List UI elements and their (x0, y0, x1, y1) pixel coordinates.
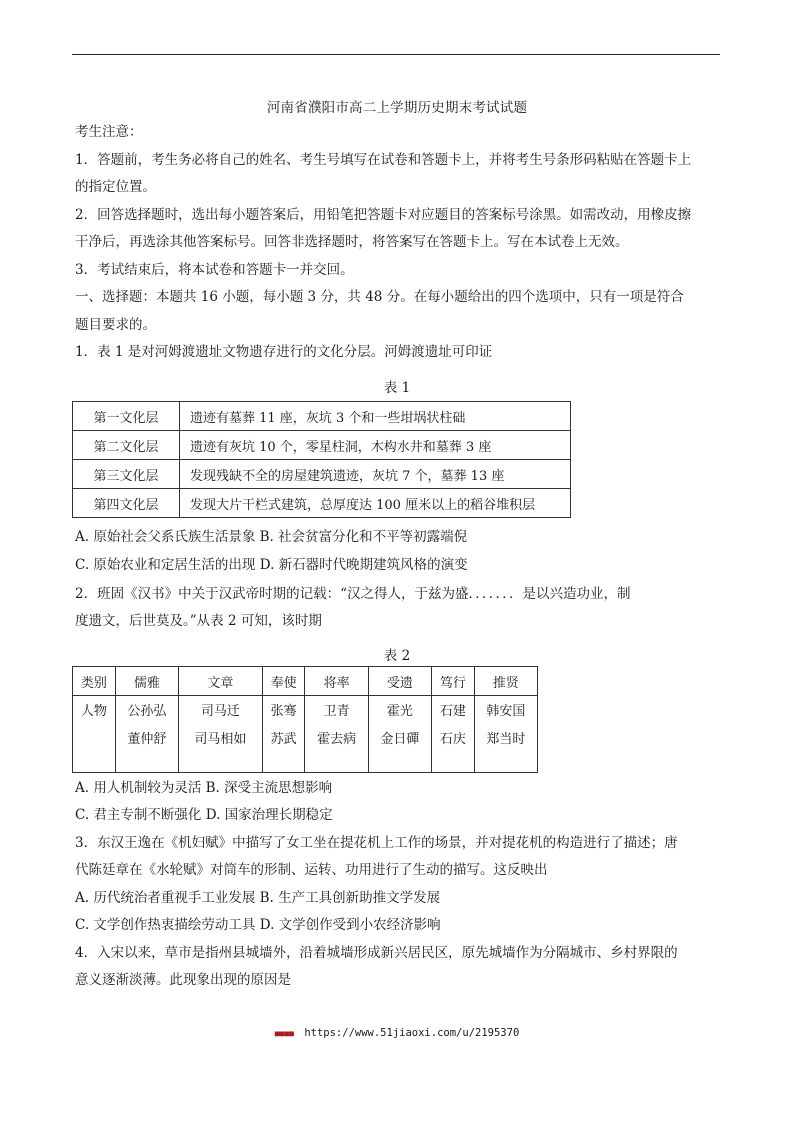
table-cell (474, 696, 537, 773)
table-row (73, 489, 571, 518)
question-2-option: A. 用人机制较为灵活 B. 深受主流思想影响 (75, 780, 333, 796)
table-header-cell: 推贤 (474, 667, 537, 696)
table-header-cell: 文章 (178, 667, 262, 696)
section-intro: 一、选择题：本题共 16 小题，每小题 3 分，共 48 分。在每小题给出的四个选项中，只有一项是符合 (75, 289, 684, 305)
footer-url[interactable]: https://www.51jiaoxi.com/u/2195370 (304, 1027, 520, 1039)
table-1 (72, 401, 571, 518)
person-name: 金日磾 (380, 732, 420, 747)
question-1-stem: 1．表 1 是对河姆渡遗址文物遗存进行的文化分层。河姆渡遗址可印证 (75, 344, 493, 360)
table-cell: 第四文化层 (73, 489, 180, 518)
notice-line: 干净后，再选涂其他答案标号。回答非选择题时，将答案写在答题卡上。写在本试卷上无效。 (75, 234, 629, 250)
table-2 (72, 666, 538, 773)
question-3-stem: 代陈廷章在《水轮赋》对筒车的形制、运转、功用进行了生动的描写。这反映出 (75, 862, 548, 878)
page-title: 河南省濮阳市高二上学期历史期末考试试题 (266, 100, 528, 116)
table-cell: 遗迹有灰坑 10 个，零星柱洞，木构水井和墓葬 3 座 (180, 431, 571, 460)
notice-line: 1．答题前，考生务必将自己的姓名、考生号填写在试卷和答题卡上，并将考生号条形码粘贴在答题卡上 (75, 152, 692, 168)
question-1-option: A. 原始社会父系氏族生活景象 B. 社会贫富分化和不平等初露端倪 (75, 529, 468, 545)
table-cell (262, 696, 305, 773)
top-rule (72, 54, 720, 55)
question-4-stem: 4．入宋以来，草市是指州县城墙外，沿着城墙形成新兴居民区，原先城墙作为分隔城市、乡村界限的 (75, 945, 678, 961)
table-cell (368, 696, 431, 773)
notice-line: 的指定位置。 (75, 179, 156, 195)
person-name: 卫青 (323, 704, 350, 719)
table-1-caption: 表 1 (383, 380, 411, 396)
table-cell: 第一文化层 (73, 402, 180, 431)
question-1-option: C. 原始农业和定居生活的出现 D. 新石器时代晚期建筑风格的演变 (75, 557, 468, 573)
table-2-caption: 表 2 (383, 648, 411, 664)
table-cell: 第二文化层 (73, 431, 180, 460)
table-row (73, 431, 571, 460)
table-header-cell: 类别 (73, 667, 116, 696)
notice-heading: 考生注意： (75, 124, 143, 140)
question-4-stem: 意义逐渐淡薄。此现象出现的原因是 (75, 972, 291, 988)
site-logo-icon: ■■■■ (274, 1029, 294, 1038)
table-cell (431, 696, 474, 773)
table-cell (115, 696, 178, 773)
question-3-option: C. 文学创作热衷描绘劳动工具 D. 文学创作受到小农经济影响 (75, 917, 441, 933)
table-header-cell: 奉使 (262, 667, 305, 696)
question-3-stem: 3．东汉王逸在《机妇赋》中描写了女工坐在提花机上工作的场景，并对提花机的构造进行了描述；唐 (75, 835, 678, 851)
question-2-stem: 度遗文，后世莫及。”从表 2 可知，该时期 (75, 613, 322, 629)
person-name: 司马迁 (200, 704, 240, 719)
table-header-cell: 儒雅 (115, 667, 178, 696)
table-header-cell: 将率 (305, 667, 368, 696)
table-cell (305, 696, 368, 773)
person-name: 郑当时 (486, 732, 526, 747)
notice-line: 3．考试结束后，将本试卷和答题卡一并交回。 (75, 262, 354, 278)
person-name: 韩安国 (486, 704, 526, 719)
person-name: 苏武 (270, 732, 297, 747)
person-name: 公孙弘 (127, 704, 167, 719)
person-name: 霍去病 (317, 732, 357, 747)
page-footer (0, 1027, 794, 1039)
table-header-cell: 笃行 (431, 667, 474, 696)
notice-line: 2．回答选择题时，选出每小题答案后，用铅笔把答题卡对应题目的答案标号涂黑。如需改动，用橡皮擦 (75, 207, 692, 223)
person-name: 石建 (439, 704, 466, 719)
table-cell (178, 696, 262, 773)
person-name: 司马相如 (194, 732, 247, 747)
person-name: 张骞 (270, 704, 297, 719)
table-row (73, 460, 571, 489)
table-row (73, 402, 571, 431)
person-name: 石庆 (439, 732, 466, 747)
table-header-row (73, 667, 538, 696)
person-name: 霍光 (386, 704, 413, 719)
question-3-option: A. 历代统治者重视手工业发展 B. 生产工具创新助推文学发展 (75, 890, 441, 906)
person-name: 董仲舒 (127, 732, 167, 747)
table-row-label: 人物 (73, 696, 116, 773)
question-2-option: C. 君主专制不断强化 D. 国家治理长期稳定 (75, 807, 333, 823)
table-row (73, 696, 538, 773)
table-cell: 第三文化层 (73, 460, 180, 489)
question-2-stem: 2．班固《汉书》中关于汉武帝时期的记载：“汉之得人，于兹为盛．．．．．．．是以兴造功业，制 (75, 586, 631, 602)
table-cell: 遗迹有墓葬 11 座，灰坑 3 个和一些坩埚状柱础 (180, 402, 571, 431)
table-header-cell: 受遗 (368, 667, 431, 696)
table-cell: 发现大片干栏式建筑，总厚度达 100 厘米以上的稻谷堆积层 (180, 489, 571, 518)
table-cell: 发现残缺不全的房屋建筑遗迹，灰坑 7 个，墓葬 13 座 (180, 460, 571, 489)
section-intro: 题目要求的。 (75, 317, 156, 333)
